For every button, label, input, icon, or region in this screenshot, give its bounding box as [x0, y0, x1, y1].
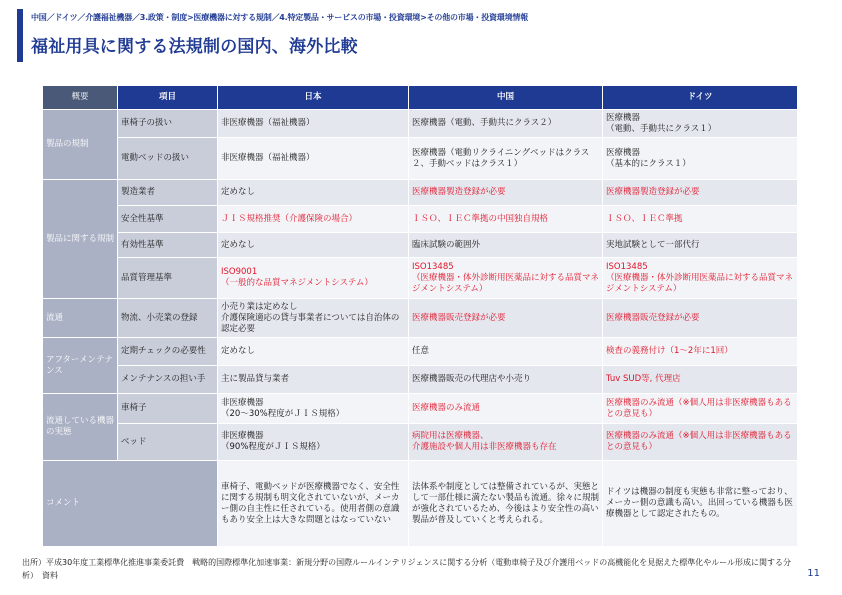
header-germany: ドイツ [603, 86, 798, 110]
cell-japan: 定めなし [218, 233, 409, 258]
item-label: 製造業者 [118, 180, 218, 206]
cell-germany: ISO13485 （医療機器・体外診断用医薬品に対する品質マネジメントシステム） [603, 258, 798, 299]
header-item: 項目 [118, 86, 218, 110]
cell-china: 病院用は医療機器、 介護施設や個人用は非医療機器も存在 [409, 424, 603, 461]
cell-japan: 非医療機器 （20～30%程度がＪＩＳ規格） [218, 394, 409, 424]
cell-germany: 医療機器販売登録が必要 [603, 299, 798, 338]
page-number: 11 [807, 568, 820, 579]
item-label: 物流、小売業の登録 [118, 299, 218, 338]
cell-china: 法体系や制度としては整備されているが、実態として一部仕様に満たない製品も流通。徐々に規制が強化されているため、今後はより安全性の高い製品が普及していくと考えられる。 [409, 461, 603, 547]
title-accent-bar [17, 9, 23, 62]
cell-germany: ドイツは機器の制度も実態も非常に整っており、メーカー側の意識も高い。出回っている機器も医療機器として認定されたもの。 [603, 461, 798, 547]
cell-china: 医療機器のみ流通 [409, 394, 603, 424]
page-title: 福祉用具に関する法規制の国内、海外比較 [31, 37, 358, 57]
table-header-row [43, 86, 798, 110]
cell-germany: 医療機器 （基本的にクラス１） [603, 138, 798, 180]
cell-japan: 主に製品貸与業者 [218, 366, 409, 394]
table-row [43, 258, 798, 299]
item-label: 電動ベッドの扱い [118, 138, 218, 180]
source-note: 出所）平成30年度工業標準化推進事業委託費 戦略的国際標準化加速事業：新規分野の国際ルールインテリジェンスに関する分析（電動車椅子及び介護用ベッドの高機能化を見据えた標準化やルール形成に関する分析） 資料 [22, 558, 792, 580]
item-label: 定期チェックの必要性 [118, 338, 218, 366]
cell-germany: 医療機器 （電動、手動共にクラス１） [603, 110, 798, 138]
cell-germany: 実地試験として一部代行 [603, 233, 798, 258]
cell-germany: 医療機器のみ流通（※個人用は非医療機器もあるとの意見も） [603, 424, 798, 461]
item-label: ベッド [118, 424, 218, 461]
cell-germany: Tuv SUD等, 代理店 [603, 366, 798, 394]
table-row [43, 233, 798, 258]
table-row [43, 461, 798, 547]
cell-japan: 非医療機器 （90%程度がＪＩＳ規格） [218, 424, 409, 461]
cell-germany: 検査の義務付け（1～2年に1回） [603, 338, 798, 366]
cell-japan: ＪＩＳ規格推奨（介護保険の場合） [218, 206, 409, 233]
comparison-table [42, 85, 798, 547]
cell-china: ＩＳＯ、ＩＥＣ準拠の中国独自規格 [409, 206, 603, 233]
table-row [43, 394, 798, 424]
cell-china: ISO13485 （医療機器・体外診断用医薬品に対する品質マネジメントシステム） [409, 258, 603, 299]
table-row [43, 366, 798, 394]
table-row [43, 338, 798, 366]
item-label: 有効性基準 [118, 233, 218, 258]
category-aftermaintenance: アフターメンテナンス [43, 338, 118, 394]
category-product-rules: 製品の規制 [43, 110, 118, 180]
cell-japan: 非医療機器（福祉機器） [218, 110, 409, 138]
cell-china: 医療機器（電動、手動共にクラス２） [409, 110, 603, 138]
category-comment: コメント [43, 461, 218, 547]
item-label: 品質管理基準 [118, 258, 218, 299]
cell-germany: 医療機器のみ流通（※個人用は非医療機器もあるとの意見も） [603, 394, 798, 424]
category-product-related: 製品に関する規制 [43, 180, 118, 299]
item-label: 車椅子の扱い [118, 110, 218, 138]
cell-germany: ＩＳＯ、ＩＥＣ準拠 [603, 206, 798, 233]
table-row [43, 299, 798, 338]
cell-japan: 定めなし [218, 338, 409, 366]
table-row [43, 138, 798, 180]
cell-china: 医療機器製造登録が必要 [409, 180, 603, 206]
breadcrumb: 中国／ドイツ／介護福祉機器／3.政策・制度>医療機器に対する規制／4.特定製品・サービスの市場・投資環境>その他の市場・投資環境情報 [31, 13, 529, 22]
table-row [43, 206, 798, 233]
header-china: 中国 [409, 86, 603, 110]
cell-china: 医療機器販売登録が必要 [409, 299, 603, 338]
cell-china: 臨床試験の範囲外 [409, 233, 603, 258]
header-category: 概要 [43, 86, 118, 110]
item-label: メンテナンスの担い手 [118, 366, 218, 394]
cell-china: 医療機器（電動リクライニングベッドはクラス２、手動ベッドはクラス１） [409, 138, 603, 180]
cell-germany: 医療機器製造登録が必要 [603, 180, 798, 206]
cell-japan: 小売り業は定めなし 介護保険適応の貸与事業者については自治体の認定必要 [218, 299, 409, 338]
cell-japan: 車椅子、電動ベッドが医療機器でなく、安全性に関する規制も明文化されていないが、メーカー側の自主性に任されている。使用者側の意識もあり安全上は大きな問題とはなっていない [218, 461, 409, 547]
cell-japan: 定めなし [218, 180, 409, 206]
table-row [43, 110, 798, 138]
cell-china: 医療機器販売の代理店や小売り [409, 366, 603, 394]
category-circulating: 流通している機器の実態 [43, 394, 118, 461]
table-row [43, 180, 798, 206]
table-row [43, 424, 798, 461]
cell-japan: 非医療機器（福祉機器） [218, 138, 409, 180]
item-label: 安全性基準 [118, 206, 218, 233]
header-japan: 日本 [218, 86, 409, 110]
cell-japan: ISO9001 （一般的な品質マネジメントシステム） [218, 258, 409, 299]
item-label: 車椅子 [118, 394, 218, 424]
category-distribution: 流通 [43, 299, 118, 338]
cell-china: 任意 [409, 338, 603, 366]
